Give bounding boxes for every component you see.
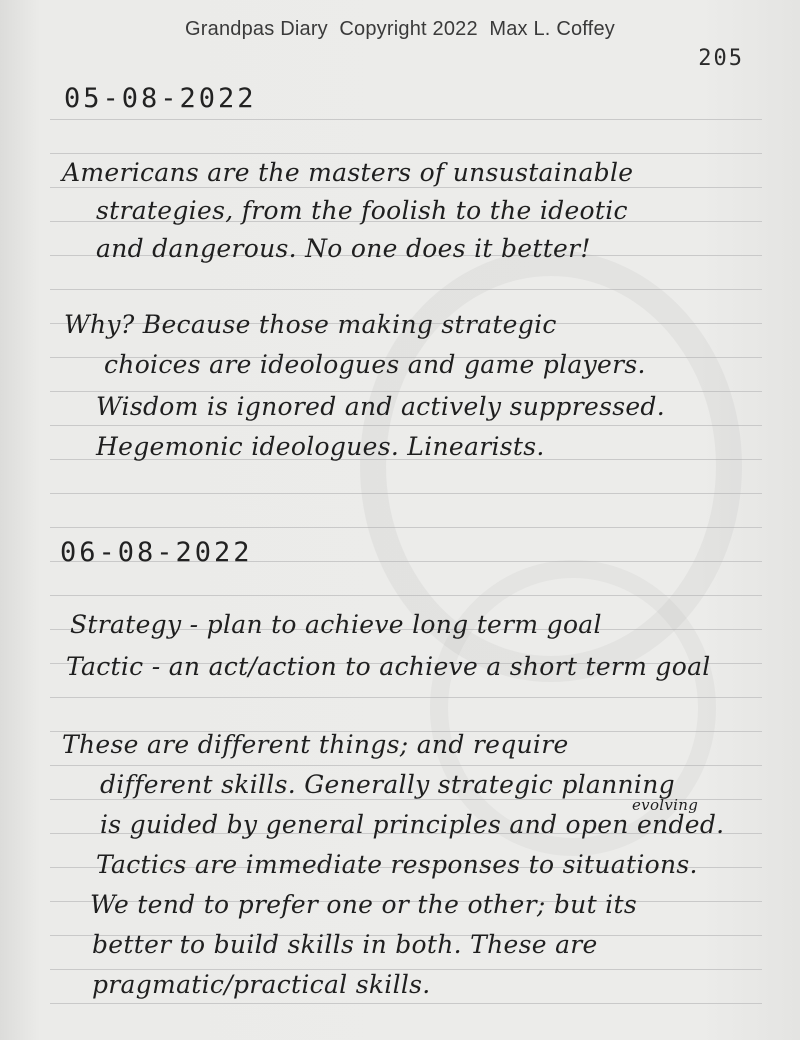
- page-number: 205: [698, 46, 744, 71]
- entry-line: Tactics are immediate responses to situations.: [96, 850, 698, 879]
- entry-line: is guided by general principles and open ended.: [100, 810, 725, 839]
- entry-line: Strategy - plan to achieve long term goal: [70, 610, 602, 639]
- entry-line: Wisdom is ignored and actively suppressed.: [96, 392, 665, 421]
- entry-line: and dangerous. No one does it better!: [96, 234, 591, 263]
- entry-line: Americans are the masters of unsustainable: [62, 158, 634, 187]
- entry-line: Hegemonic ideologues. Linearists.: [96, 432, 545, 461]
- entry-line: Why? Because those making strategic: [64, 310, 557, 339]
- page-header: Grandpas Diary Copyright 2022 Max L. Coffey: [185, 18, 615, 40]
- entry-date: 05-08-2022: [64, 83, 257, 114]
- ruled-line: [50, 1003, 762, 1004]
- entry-date: 06-08-2022: [60, 537, 253, 568]
- ruled-line: [50, 153, 762, 154]
- insertion-note: evolving: [632, 796, 699, 814]
- entry-line: pragmatic/practical skills.: [92, 970, 431, 999]
- entry-line: choices are ideologues and game players.: [104, 350, 646, 379]
- entry-line: strategies, from the foolish to the ideotic: [96, 196, 628, 225]
- entry-line: better to build skills in both. These are: [92, 930, 598, 959]
- entry-line: different skills. Generally strategic planning: [100, 770, 675, 799]
- ruled-line: [50, 119, 762, 120]
- entry-line: These are different things; and require: [62, 730, 569, 759]
- entry-line: Tactic - an act/action to achieve a short term goal: [66, 652, 711, 681]
- entry-line: We tend to prefer one or the other; but its: [90, 890, 637, 919]
